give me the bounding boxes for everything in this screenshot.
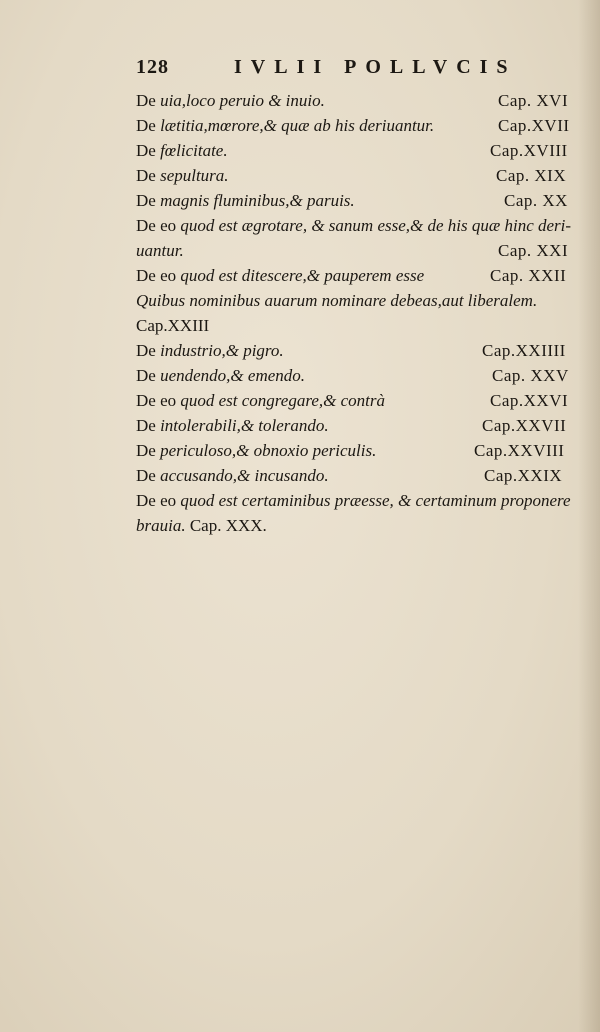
entry-title: fœlicitate. — [160, 141, 228, 160]
chapter-number: Cap. XXI — [498, 241, 569, 260]
entry-lead: De — [136, 366, 161, 385]
chapter-entry-xvi — [136, 88, 586, 113]
entry-title: lætitia,mœrore,& quæ ab his deriuantur. — [160, 116, 435, 135]
entry-title-line1: Quibus nominibus auarum nominare debeas,aut liberalem. — [136, 291, 538, 310]
entry-title: magnis fluminibus,& paruis. — [160, 191, 355, 210]
running-title: IVLII POLLVCIS — [234, 56, 517, 78]
entry-lead: De eo — [136, 266, 181, 285]
chapter-entry-xxiiii — [136, 338, 586, 363]
entry-title: accusando,& incusando. — [160, 466, 329, 485]
entry-lead: De — [136, 116, 161, 135]
entry-lead: De — [136, 466, 161, 485]
entry-lead: De — [136, 441, 161, 460]
entry-title: uendendo,& emendo. — [160, 366, 306, 385]
chapter-number: Cap.XXIII — [136, 316, 210, 335]
entry-title-line1: quod est ægrotare, & sanum esse,& de his quæ hinc deri- — [180, 216, 572, 235]
chapter-number: Cap.XXVIII — [474, 441, 565, 460]
chapter-entry-xxx — [136, 488, 586, 538]
chapter-entry-xxix — [136, 463, 586, 488]
show-through-texture — [160, 560, 580, 960]
entry-title: periculoso,& obnoxio periculis. — [160, 441, 377, 460]
chapter-number: Cap.XXVI — [490, 391, 569, 410]
chapter-number: Cap.XXVII — [482, 416, 567, 435]
entry-lead: De eo — [136, 216, 181, 235]
chapter-number: Cap. XVI — [498, 91, 569, 110]
chapter-entry-xxi — [136, 213, 586, 263]
entry-title: quod est ditescere,& pauperem esse — [180, 266, 425, 285]
chapter-number: Cap.XVII — [498, 116, 570, 135]
entry-title-line2: uantur. — [136, 241, 184, 260]
entry-title: quod est congregare,& contrà — [180, 391, 385, 410]
entry-title: intolerabili,& tolerando. — [160, 416, 329, 435]
chapter-entry-xix — [136, 163, 586, 188]
chapter-number: Cap. XXII — [490, 266, 567, 285]
chapter-number: Cap.XXIX — [484, 466, 563, 485]
entry-title: uia,loco peruio & inuio. — [160, 91, 325, 110]
chapter-entry-xxii — [136, 263, 586, 288]
entry-title-line1: quod est certaminibus præesse, & certaminum proponere — [180, 491, 571, 510]
chapter-entry-xxvi — [136, 388, 586, 413]
chapter-number: Cap. XX — [504, 191, 568, 210]
entry-lead: De — [136, 91, 161, 110]
entry-title: industrio,& pigro. — [160, 341, 284, 360]
chapter-entry-xx — [136, 188, 586, 213]
entry-title: sepultura. — [160, 166, 229, 185]
entry-lead: De — [136, 416, 161, 435]
chapter-entry-xxviii — [136, 438, 586, 463]
chapter-entry-xviii — [136, 138, 586, 163]
entry-lead: De — [136, 166, 161, 185]
chapter-entry-xxvii — [136, 413, 586, 438]
page-header — [136, 56, 526, 82]
entry-lead: De — [136, 191, 161, 210]
entry-lead: De — [136, 141, 161, 160]
page-number: 128 — [136, 56, 169, 78]
entry-lead: De eo — [136, 391, 181, 410]
entry-title-line2: brauia. — [136, 516, 186, 535]
chapter-entry-xvii — [136, 113, 586, 138]
chapter-list — [136, 88, 586, 538]
chapter-number: Cap.XXIIII — [482, 341, 566, 360]
chapter-number: Cap. XIX — [496, 166, 567, 185]
entry-lead: De eo — [136, 491, 181, 510]
chapter-entry-xxv — [136, 363, 586, 388]
chapter-entry-xxiii — [136, 288, 586, 338]
chapter-number: Cap. XXX. — [189, 516, 267, 535]
entry-lead: De — [136, 341, 161, 360]
chapter-number: Cap. XXV — [492, 366, 569, 385]
chapter-number: Cap.XVIII — [490, 141, 568, 160]
